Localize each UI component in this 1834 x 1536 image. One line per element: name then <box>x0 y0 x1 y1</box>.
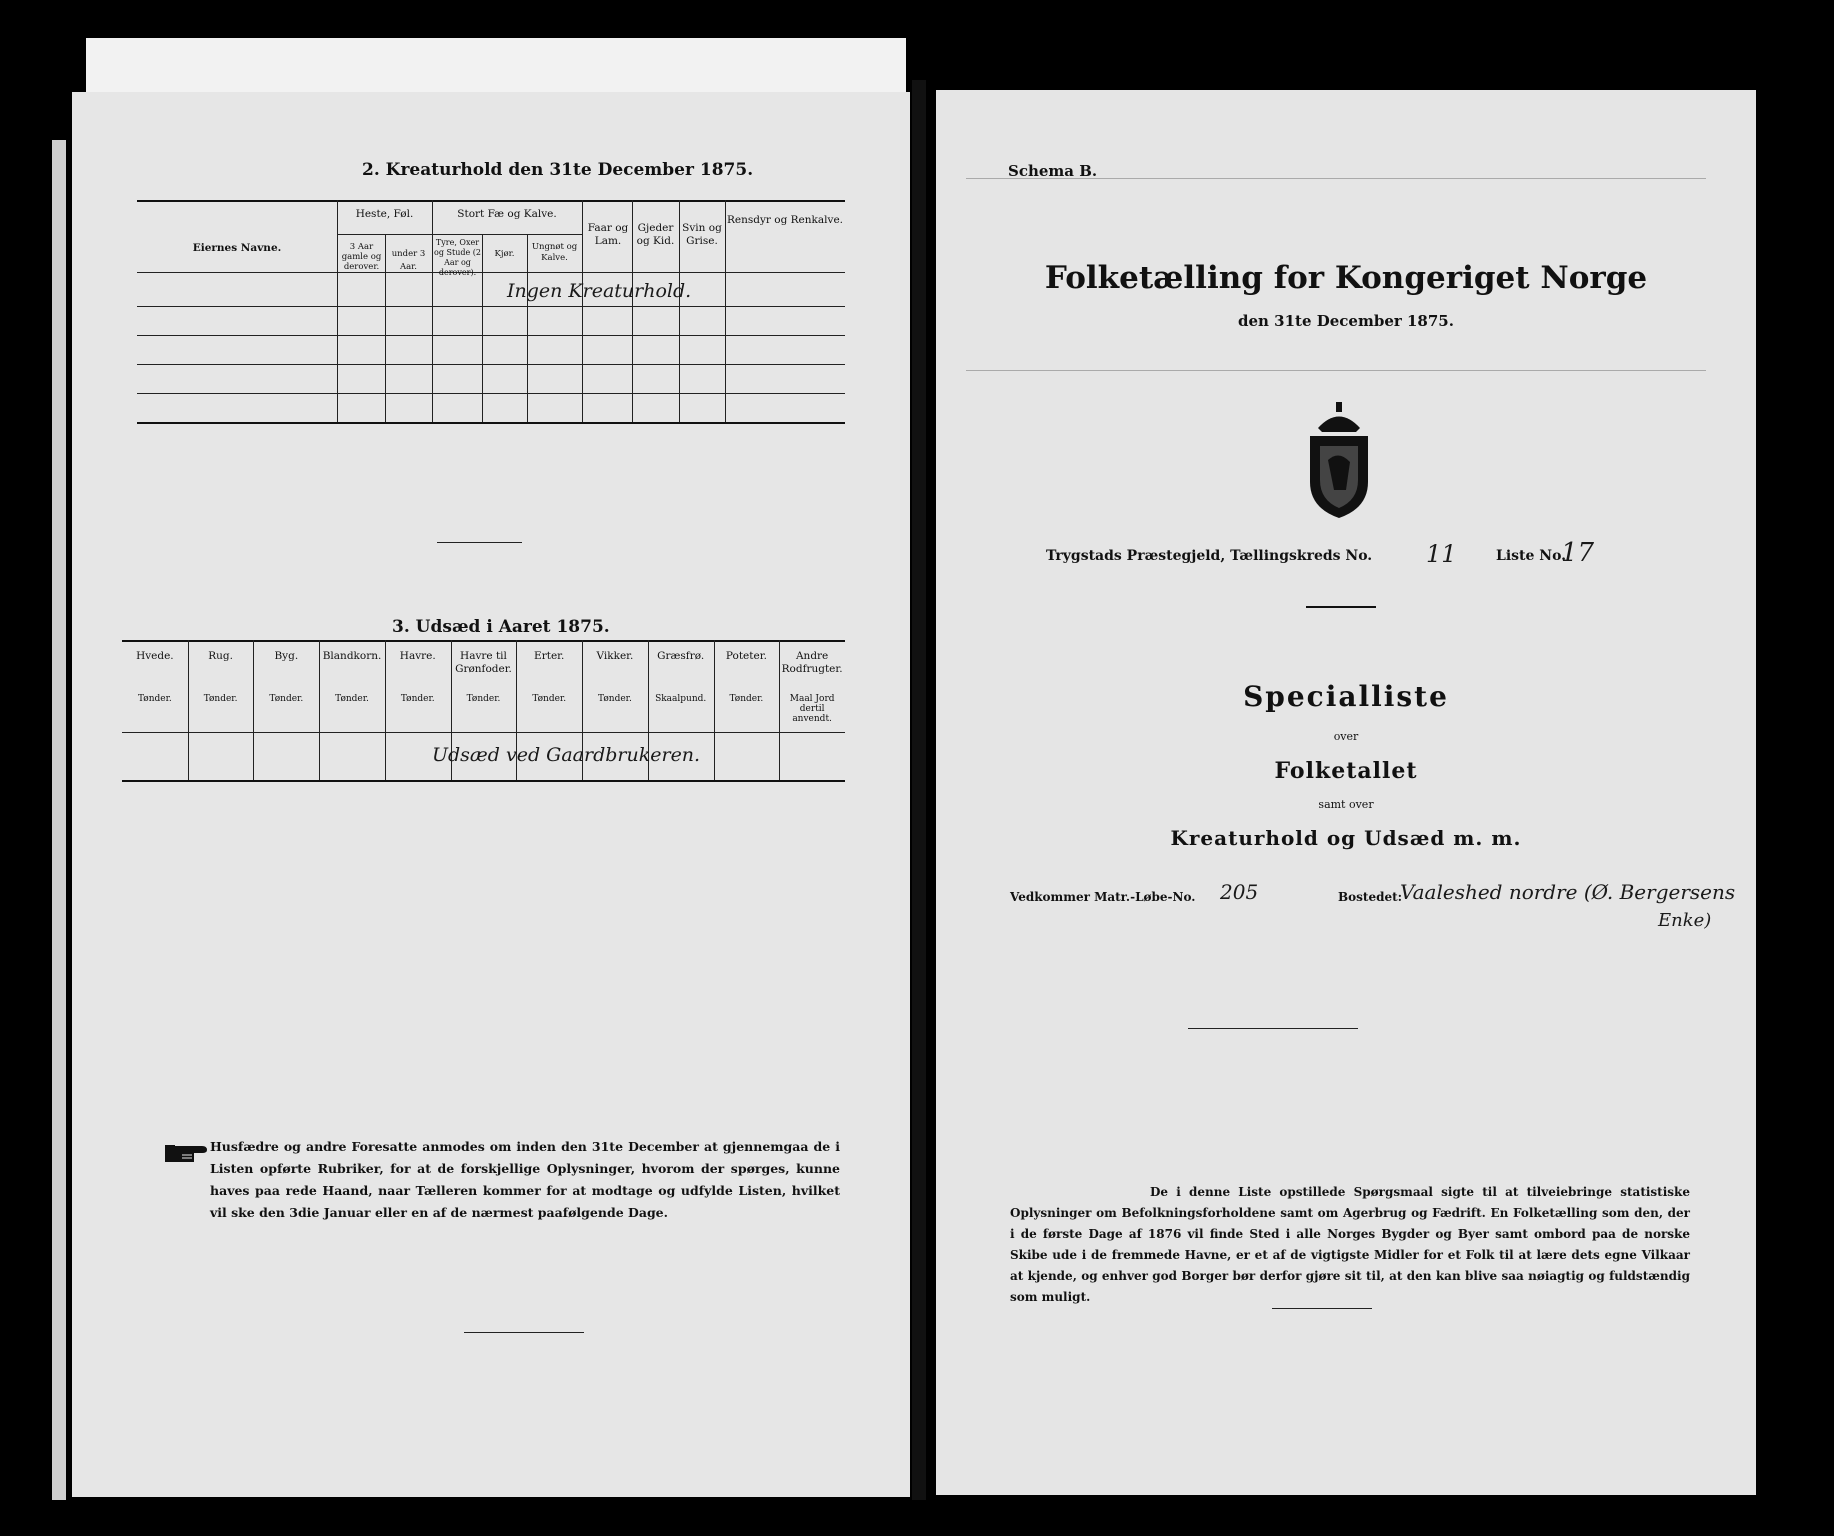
col-goats: Gjeder og Kid. <box>636 222 675 247</box>
table2-bottom-rule <box>137 422 845 424</box>
kreatur-handwritten-entry: Ingen Kreaturhold. <box>507 280 692 302</box>
liste-number: 17 <box>1561 538 1595 568</box>
udsaed-col-unit: Tønder. <box>729 694 764 704</box>
table3-bottom-rule <box>122 780 845 782</box>
left-page <box>72 92 910 1497</box>
udsaed-col-header: Græsfrø. <box>657 650 705 662</box>
left-binding-edge <box>52 140 66 1500</box>
udsaed-col-unit: Tønder. <box>598 694 632 704</box>
kreds-number: 11 <box>1426 540 1457 568</box>
table3-top-rule <box>122 640 845 642</box>
separator-bottom <box>464 1332 584 1333</box>
bostedet-value-line1: Vaaleshed nordre (Ø. Bergersens <box>1400 880 1736 904</box>
gutter <box>912 80 926 1500</box>
explanation-text: De i denne Liste opstillede Spørgsmaal sigte til at tilveiebringe statistiske Oplysninger om Befolkningsforholdene samt om Agerbrug og Fædrift. En Folketælling som den, der i de første Dage af 1876 vil finde Sted i alle Norges Bygder og Byer samt ombord paa de norske Skibe ude i de fremmede Havne, er et af de vigtigste Midler for et Folk til at lære dets egne Vilkaar at kjende, og enhver god Borger bør derfor gjøre sit til, at den kan blive saa nøiagtig og fuldstændig som muligt. <box>1010 1185 1690 1304</box>
census-title: Folketælling for Kongeriget Norge <box>1044 260 1648 296</box>
udsaed-col-unit: Tønder. <box>400 694 435 704</box>
norwegian-coat-of-arms-icon <box>1298 400 1380 520</box>
udsaed-col-header: Poteter. <box>725 650 767 662</box>
udsaed-title: 3. Udsæd i Aaret 1875. <box>392 617 610 637</box>
col-bulls: Tyre, Oxer og Stude (2 Aar og derover). <box>434 238 481 277</box>
udsaed-col-unit: Tønder. <box>532 694 567 704</box>
cattle-group-header: Stort Fæ og Kalve. <box>457 208 557 220</box>
specialliste-heading: Specialliste <box>1243 680 1449 713</box>
back-sheet-edge <box>86 38 906 98</box>
udsaed-col-header: Hvede. <box>136 650 174 662</box>
liste-label: Liste No. <box>1496 548 1567 564</box>
matr-label: Vedkommer Matr.-Løbe-No. <box>1010 890 1196 904</box>
col-pigs: Svin og Grise. <box>682 222 722 247</box>
col-horses-under3: under 3 Aar. <box>391 249 426 272</box>
udsaed-col-unit: Tønder. <box>203 694 238 704</box>
kreaturhold-heading: Kreaturhold og Udsæd m. m. <box>1170 826 1522 850</box>
udsaed-col-header: Vikker. <box>596 650 634 662</box>
udsaed-col-header: Erter. <box>534 650 565 662</box>
horses-group-header: Heste, Føl. <box>355 208 414 220</box>
kreds-label: Tællingskreds No. <box>1230 548 1373 564</box>
prestegjeld-label: Trygstads Præstegjeld, <box>1046 548 1226 564</box>
udsaed-col-unit: Tønder. <box>137 694 172 704</box>
col-young-cattle: Ungnøt og Kalve. <box>531 242 578 263</box>
udsaed-col-unit: Maal Jord dertil anvendt. <box>789 694 835 724</box>
udsaed-col-unit: Tønder. <box>466 694 501 704</box>
schema-label: Schema B. <box>1008 162 1098 180</box>
col-reindeer: Rensdyr og Renkalve. <box>726 214 843 226</box>
over-text-1: over <box>1333 730 1359 743</box>
bostedet-value-line2: Enke) <box>1658 910 1712 931</box>
owner-header: Eiernes Navne. <box>192 242 282 254</box>
pointing-hand-icon <box>164 1140 209 1166</box>
instructions-notice: Husfædre og andre Foresatte anmodes om inden den 31te December at gjennemgaa de i Listen opførte Rubriker, for at de forskjellige Oplysninger, hvorom der spørges, kunne haves paa rede Haand, naar Tælleren kommer for at modtage og udfylde Listen, hvilket vil ske den 3die Januar eller en af de nærmest paafølgende Dage. <box>210 1139 840 1220</box>
udsaed-col-unit: Skaalpund. <box>655 694 707 704</box>
col-horses-3yr: 3 Aar gamle og derover. <box>341 242 382 272</box>
udsaed-col-header: Byg. <box>274 650 299 662</box>
udsaed-col-header: Blandkorn. <box>322 650 382 662</box>
udsaed-col-header: Havre. <box>399 650 436 662</box>
table2-top-rule <box>137 200 845 202</box>
matr-number: 205 <box>1220 880 1259 904</box>
udsaed-col-header: Havre til Grønfoder. <box>455 650 512 675</box>
right-page <box>936 90 1756 1495</box>
udsaed-col-unit: Tønder. <box>335 694 369 704</box>
folketallet-heading: Folketallet <box>1274 758 1418 784</box>
udsaed-handwritten-entry: Udsæd ved Gaardbrukeren. <box>432 744 701 766</box>
bostedet-label: Bostedet: <box>1338 890 1403 904</box>
census-date: den 31te December 1875. <box>1238 312 1454 330</box>
separator <box>437 542 522 543</box>
udsaed-col-header: Rug. <box>208 650 233 662</box>
col-cows: Kjør. <box>494 249 515 259</box>
udsaed-col-unit: Tønder. <box>269 694 304 704</box>
col-sheep: Faar og Lam. <box>587 222 629 247</box>
samt-over-text: samt over <box>1318 798 1374 811</box>
udsaed-col-header: Andre Rodfrugter. <box>781 650 843 675</box>
kreaturhold-title: 2. Kreaturhold den 31te December 1875. <box>362 160 754 180</box>
